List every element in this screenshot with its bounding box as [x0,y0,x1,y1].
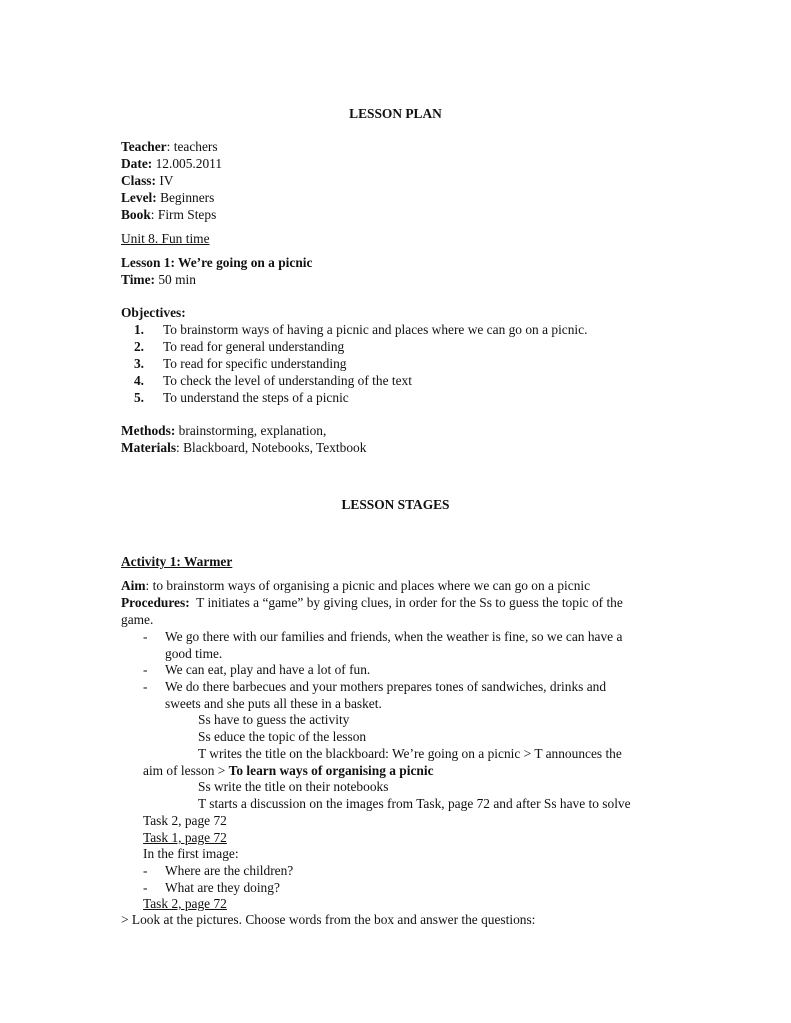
level-line [121,190,214,207]
objectives-label: Objectives: [121,305,186,320]
materials-label: Materials [121,440,177,455]
objective-text: To understand the steps of a picnic [163,390,349,405]
clue-item [143,679,606,696]
clue-continuation: good time. [165,646,223,661]
task-reference: Task 1, page 72 [143,830,227,845]
date-line [121,156,222,173]
methods-line [121,423,326,440]
objective-text: To check the level of understanding of the text [163,373,412,388]
activity-heading: Activity 1: Warmer [121,554,233,569]
instruction-line: > Look at the pictures. Choose words from the box and answer the questions: [121,912,536,927]
objective-item [121,339,344,356]
procedures-value: T initiates a “game” by giving clues, in order for the Ss to guess the topic of the [196,595,623,610]
methods-label: Methods: [121,423,176,438]
teacher-label: Teacher [121,139,167,154]
date-value: 12.005.2011 [155,156,223,171]
lesson-title: Lesson 1: We’re going on a picnic [121,255,313,270]
bullet-dash: - [143,662,148,677]
clue-item [143,629,622,646]
procedure-step-continuation [143,763,434,780]
objective-item [121,322,587,339]
clue-item [143,662,370,679]
aim-line [121,578,590,595]
unit-line: Unit 8. Fun time [121,231,210,246]
objective-number: 5. [133,390,144,405]
objective-number: 1. [133,322,144,337]
aim-value: to brainstorm ways of organising a picnic and places where we can go on a picnic [152,578,591,593]
materials-line [121,440,366,457]
objective-text: To read for specific understanding [163,356,347,371]
date-label: Date: [121,156,153,171]
question-text: Where are the children? [165,863,294,878]
procedures-label: Procedures: [121,595,190,610]
clue-text: We do there barbecues and your mothers prepares tones of sandwiches, drinks and [165,679,607,694]
objective-item [121,390,349,407]
teacher-value: teachers [173,139,218,154]
objective-item [121,373,412,390]
time-line [121,272,196,289]
objective-number: 2. [133,339,144,354]
teacher-line [121,139,218,156]
methods-value: brainstorming, explanation, [178,423,327,438]
bullet-dash: - [143,629,148,644]
class-value: IV [159,173,174,188]
bullet-dash: - [143,863,148,878]
question-item [143,863,293,880]
colon: : [145,578,150,593]
time-value: 50 min [158,272,196,287]
procedure-step: Ss educe the topic of the lesson [198,729,367,744]
colon: : [150,207,155,222]
level-label: Level: [121,190,157,205]
colon: : [176,440,180,455]
class-line [121,173,173,190]
procedures-line [121,595,623,612]
aim-label: Aim [121,578,146,593]
materials-value: Blackboard, Notebooks, Textbook [183,440,367,455]
page-title: LESSON PLAN [349,106,442,121]
class-label: Class: [121,173,156,188]
colon: : [166,139,171,154]
procedures-continuation: game. [121,612,154,627]
objective-number: 3. [133,356,144,371]
task-reference: Task 2, page 72 [143,813,227,828]
stages-title: LESSON STAGES [341,497,450,512]
objective-number: 4. [133,373,144,388]
lesson-aim-bold: To learn ways of organising a picnic [228,763,434,778]
question-item [143,880,280,897]
procedure-step: T writes the title on the blackboard: We’re going on a picnic > T announces the [198,746,622,761]
objective-text: To brainstorm ways of having a picnic and places where we can go on a picnic. [163,322,588,337]
procedure-step: Ss have to guess the activity [198,712,350,727]
time-label: Time: [121,272,155,287]
clue-text: We can eat, play and have a lot of fun. [165,662,371,677]
procedure-step: Ss write the title on their notebooks [198,779,389,794]
objective-item [121,356,347,373]
book-label: Book [121,207,151,222]
book-value: Firm Steps [157,207,217,222]
clue-continuation: sweets and she puts all these in a basket. [165,696,382,711]
question-text: What are they doing? [165,880,280,895]
first-image-label: In the first image: [143,846,239,861]
level-value: Beginners [160,190,215,205]
bullet-dash: - [143,679,148,694]
book-line [121,207,216,224]
bullet-dash: - [143,880,148,895]
objective-text: To read for general understanding [163,339,345,354]
clue-text: We go there with our families and friends, when the weather is fine, so we can have a [165,629,623,644]
aim-of-lesson-text: aim of lesson > [143,763,226,778]
task-reference: Task 2, page 72 [143,896,227,911]
procedure-step: T starts a discussion on the images from Task, page 72 and after Ss have to solve [198,796,631,811]
